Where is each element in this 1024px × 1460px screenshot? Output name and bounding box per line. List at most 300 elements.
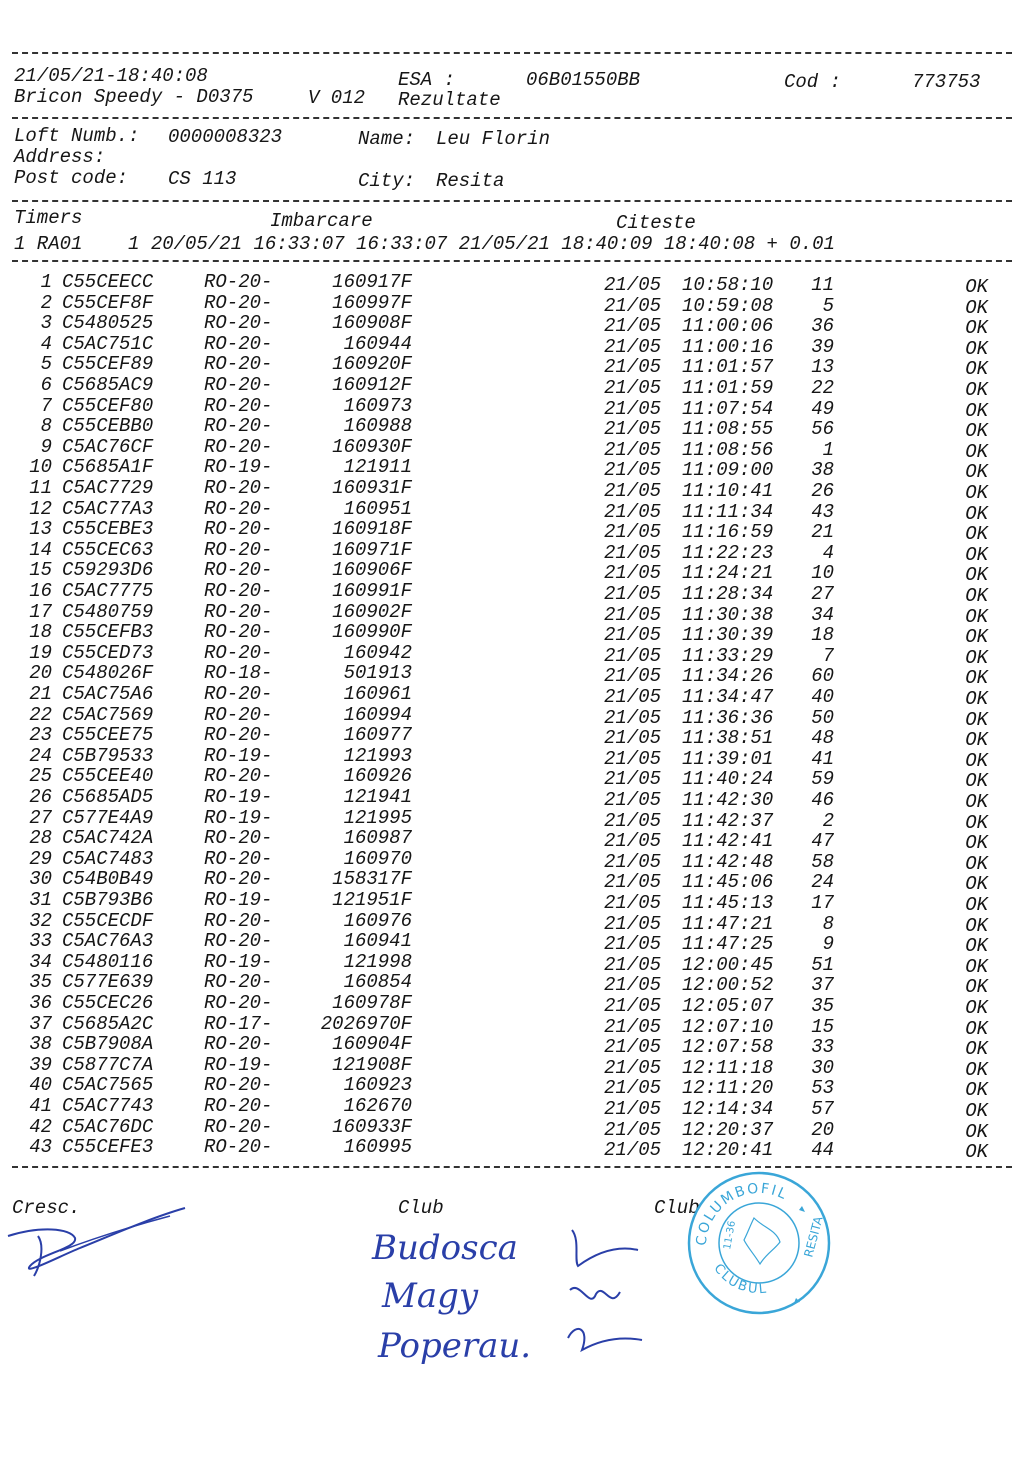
- chip-id: C55CEBB0: [62, 415, 154, 438]
- basket-position: 56: [811, 418, 834, 441]
- arrival-date: 21/05: [604, 871, 662, 894]
- club-label-2: Club: [654, 1197, 700, 1219]
- arrival-date: 21/05: [604, 665, 662, 688]
- basket-position: 39: [811, 335, 834, 358]
- chip-id: C548026F: [62, 662, 154, 685]
- ring-number: 160906F: [332, 559, 412, 582]
- chip-id: C5B793B6: [62, 889, 154, 911]
- basket-position: 60: [811, 665, 834, 688]
- arrival-time: 10:59:08: [682, 294, 774, 317]
- ring-prefix: RO-20-: [204, 868, 273, 891]
- table-row: [0, 456, 1024, 484]
- handwritten-name-2: Magy: [382, 1276, 479, 1316]
- row-number: 10: [29, 456, 52, 479]
- cod-label: Cod :: [784, 71, 842, 93]
- separator-top: [12, 52, 1012, 54]
- table-row: [0, 1012, 1024, 1040]
- status-ok: OK: [965, 811, 988, 834]
- row-number: 8: [40, 415, 52, 438]
- row-number: 28: [29, 827, 52, 850]
- row-number: 19: [29, 641, 52, 664]
- table-row: [0, 806, 1024, 834]
- ring-number: 160933F: [332, 1115, 412, 1138]
- ring-number: 160978F: [332, 992, 412, 1014]
- basket-position: 1: [822, 438, 834, 461]
- row-number: 38: [29, 1033, 52, 1056]
- arrival-date: 21/05: [604, 438, 662, 461]
- basket-position: 58: [811, 850, 834, 873]
- ring-number: 162670: [343, 1095, 412, 1117]
- basket-position: 20: [811, 1118, 834, 1141]
- basket-position: 10: [811, 562, 834, 585]
- ring-prefix: RO-20-: [204, 765, 273, 788]
- ring-prefix: RO-20-: [204, 827, 273, 850]
- initials-signatures: [560, 1220, 660, 1380]
- name-label: Name:: [358, 128, 416, 150]
- ring-number: 160926: [343, 765, 412, 788]
- city-label: City:: [358, 170, 416, 192]
- esa-value: 06B01550BB: [526, 69, 641, 91]
- row-number: 5: [40, 353, 52, 376]
- svg-text:COLUMBOFIL: [694, 1181, 791, 1247]
- arrival-time: 11:24:21: [682, 562, 774, 585]
- basket-position: 51: [811, 953, 834, 976]
- arrival-date: 21/05: [604, 583, 662, 605]
- chip-id: C55CEC63: [62, 538, 154, 561]
- chip-id: C54B0B49: [62, 868, 154, 891]
- row-number: 39: [29, 1053, 52, 1076]
- ring-number: 121941: [343, 786, 412, 808]
- arrival-time: 11:34:26: [682, 665, 774, 688]
- arrival-time: 11:30:38: [682, 603, 774, 626]
- address-label: Address:: [14, 146, 106, 168]
- basket-position: 38: [811, 459, 834, 482]
- arrival-time: 12:00:52: [682, 974, 774, 997]
- row-number: 22: [29, 703, 52, 726]
- row-number: 2: [40, 291, 52, 314]
- chip-id: C55CEF8F: [62, 291, 154, 314]
- table-row: [0, 868, 1024, 896]
- arrival-time: 12:07:58: [682, 1036, 774, 1059]
- status-ok: OK: [965, 461, 988, 484]
- separator-header: [12, 117, 1012, 119]
- status-ok: OK: [965, 708, 988, 731]
- arrival-date: 21/05: [604, 1015, 662, 1038]
- loft-number: 0000008323: [168, 126, 283, 148]
- ring-prefix: RO-20-: [204, 1033, 273, 1056]
- row-number: 31: [29, 889, 52, 911]
- ring-number: 158317F: [332, 868, 412, 891]
- ring-number: 160944: [343, 332, 412, 355]
- ring-number: 160995: [343, 1136, 412, 1159]
- arrival-time: 11:08:55: [682, 418, 774, 441]
- table-row: [0, 580, 1024, 607]
- table-row: [0, 827, 1024, 855]
- arrival-time: 11:39:01: [682, 747, 774, 770]
- chip-id: C5480759: [62, 600, 154, 623]
- arrival-time: 11:01:59: [682, 377, 774, 399]
- status-ok: OK: [965, 440, 988, 463]
- row-number: 1: [40, 271, 52, 293]
- ring-prefix: RO-19-: [204, 744, 273, 767]
- ring-number: 160902F: [332, 600, 412, 623]
- chip-id: C55CEFB3: [62, 621, 154, 644]
- arrival-time: 11:34:47: [682, 686, 774, 708]
- chip-id: C5AC76A3: [62, 930, 154, 953]
- arrival-time: 12:14:34: [682, 1098, 774, 1120]
- table-row: [0, 1136, 1024, 1164]
- stamp-text-center: 11-36: [722, 1219, 739, 1251]
- cod-value: 773753: [912, 71, 981, 93]
- arrival-date: 21/05: [604, 624, 662, 647]
- chip-id: C5685AC9: [62, 374, 154, 396]
- table-row: [0, 600, 1024, 628]
- row-number: 6: [40, 374, 52, 396]
- ring-prefix: RO-20-: [204, 559, 273, 582]
- ring-prefix: RO-20-: [204, 992, 273, 1014]
- arrival-time: 12:20:41: [682, 1139, 774, 1162]
- status-ok: OK: [965, 832, 988, 855]
- row-number: 40: [29, 1074, 52, 1097]
- ring-number: 160854: [343, 971, 412, 994]
- status-ok: OK: [965, 1058, 988, 1081]
- ring-prefix: RO-20-: [204, 1074, 273, 1097]
- status-ok: OK: [965, 543, 988, 566]
- arrival-time: 11:16:59: [682, 521, 774, 544]
- table-row: [0, 1033, 1024, 1061]
- ring-prefix: RO-20-: [204, 930, 273, 953]
- chip-id: C55CEE75: [62, 724, 154, 747]
- ring-number: 160904F: [332, 1033, 412, 1056]
- arrival-date: 21/05: [604, 562, 662, 585]
- ring-number: 2026970F: [320, 1012, 412, 1035]
- basket-position: 35: [811, 995, 834, 1017]
- arrival-date: 21/05: [604, 500, 662, 523]
- row-number: 36: [29, 992, 52, 1014]
- chip-id: C55CECDF: [62, 909, 154, 932]
- basket-position: 11: [811, 274, 834, 296]
- ring-number: 121911: [343, 456, 412, 479]
- arrival-date: 21/05: [604, 1077, 662, 1100]
- row-number: 24: [29, 744, 52, 767]
- table-row: [0, 497, 1024, 525]
- row-number: 17: [29, 600, 52, 623]
- arrival-time: 11:22:23: [682, 541, 774, 564]
- status-ok: OK: [965, 646, 988, 669]
- status-ok: OK: [965, 1038, 988, 1061]
- arrival-date: 21/05: [604, 933, 662, 956]
- table-row: [0, 1095, 1024, 1122]
- status-ok: OK: [965, 585, 988, 607]
- basket-position: 46: [811, 789, 834, 811]
- arrival-time: 12:05:07: [682, 995, 774, 1017]
- arrival-time: 11:30:39: [682, 624, 774, 647]
- chip-id: C5AC7565: [62, 1074, 154, 1097]
- row-number: 27: [29, 806, 52, 829]
- table-row: [0, 703, 1024, 731]
- ring-number: 160920F: [332, 353, 412, 376]
- status-ok: OK: [965, 1017, 988, 1040]
- arrival-time: 11:10:41: [682, 480, 774, 502]
- table-row: [0, 992, 1024, 1019]
- basket-position: 34: [811, 603, 834, 626]
- ring-number: 160991F: [332, 580, 412, 602]
- status-ok: OK: [965, 337, 988, 360]
- ring-prefix: RO-20-: [204, 394, 273, 417]
- timer-line: 1 RA01 1 20/05/21 16:33:07 16:33:07 21/05/21 18:40:09 18:40:08 + 0.01: [14, 233, 835, 255]
- table-row: [0, 312, 1024, 340]
- ring-prefix: RO-20-: [204, 353, 273, 376]
- ring-prefix: RO-20-: [204, 703, 273, 726]
- row-number: 12: [29, 497, 52, 520]
- ring-number: 160917F: [332, 271, 412, 293]
- ring-prefix: RO-20-: [204, 621, 273, 644]
- postcode-value: CS 113: [168, 168, 237, 190]
- chip-id: C577E4A9: [62, 806, 154, 829]
- ring-number: 160951: [343, 497, 412, 520]
- table-row: [0, 621, 1024, 649]
- status-ok: OK: [965, 399, 988, 422]
- svg-text:CLUBUL: [711, 1261, 769, 1297]
- chip-id: C5AC7483: [62, 847, 154, 870]
- table-row: [0, 847, 1024, 875]
- club-stamp: [684, 1168, 834, 1318]
- status-ok: OK: [965, 564, 988, 587]
- arrival-date: 21/05: [604, 1098, 662, 1120]
- arrival-time: 10:58:10: [682, 274, 774, 296]
- chip-id: C5AC76CF: [62, 435, 154, 458]
- status-ok: OK: [965, 976, 988, 999]
- row-number: 43: [29, 1136, 52, 1159]
- ring-prefix: RO-18-: [204, 662, 273, 685]
- basket-position: 44: [811, 1139, 834, 1162]
- status-ok: OK: [965, 688, 988, 710]
- arrival-date: 21/05: [604, 912, 662, 935]
- status-ok: OK: [965, 1079, 988, 1102]
- basket-position: 8: [822, 912, 834, 935]
- chip-id: C5480525: [62, 312, 154, 335]
- ring-number: 121998: [343, 950, 412, 973]
- ring-number: 160997F: [332, 291, 412, 314]
- arrival-date: 21/05: [604, 768, 662, 791]
- ring-prefix: RO-20-: [204, 312, 273, 335]
- status-ok: OK: [965, 873, 988, 896]
- arrival-time: 11:01:57: [682, 356, 774, 379]
- arrival-date: 21/05: [604, 377, 662, 399]
- row-number: 3: [40, 312, 52, 335]
- ring-number: 160961: [343, 683, 412, 705]
- arrival-time: 11:47:25: [682, 933, 774, 956]
- ring-number: 160912F: [332, 374, 412, 396]
- arrival-time: 11:40:24: [682, 768, 774, 791]
- arrival-date: 21/05: [604, 953, 662, 976]
- chip-id: C577E639: [62, 971, 154, 994]
- ring-prefix: RO-19-: [204, 456, 273, 479]
- ring-prefix: RO-20-: [204, 332, 273, 355]
- basket-position: 30: [811, 1056, 834, 1079]
- ring-prefix: RO-19-: [204, 786, 273, 808]
- ring-number: 160941: [343, 930, 412, 953]
- ring-number: 160908F: [332, 312, 412, 335]
- chip-id: C55CEF80: [62, 394, 154, 417]
- ring-number: 121995: [343, 806, 412, 829]
- basket-position: 4: [822, 541, 834, 564]
- table-row: [0, 889, 1024, 916]
- chip-id: C5AC7743: [62, 1095, 154, 1117]
- chip-id: C55CED73: [62, 641, 154, 664]
- basket-position: 48: [811, 727, 834, 750]
- ring-number: 501913: [343, 662, 412, 685]
- arrival-time: 11:42:37: [682, 809, 774, 832]
- arrival-date: 21/05: [604, 541, 662, 564]
- chip-id: C55CEBE3: [62, 518, 154, 541]
- basket-position: 27: [811, 583, 834, 605]
- stamp-text-top: COLUMBOFIL: [693, 1180, 791, 1247]
- table-row: [0, 559, 1024, 587]
- row-number: 13: [29, 518, 52, 541]
- arrival-time: 11:11:34: [682, 500, 774, 523]
- chip-id: C5AC76DC: [62, 1115, 154, 1138]
- arrival-date: 21/05: [604, 747, 662, 770]
- arrival-time: 11:45:13: [682, 892, 774, 914]
- chip-id: C5AC742A: [62, 827, 154, 850]
- arrival-date: 21/05: [604, 995, 662, 1017]
- row-number: 34: [29, 950, 52, 973]
- table-row: [0, 930, 1024, 958]
- arrival-date: 21/05: [604, 397, 662, 420]
- status-ok: OK: [965, 935, 988, 958]
- table-row: [0, 662, 1024, 690]
- arrival-date: 21/05: [604, 294, 662, 317]
- arrival-date: 21/05: [604, 480, 662, 502]
- row-number: 35: [29, 971, 52, 994]
- arrival-date: 21/05: [604, 521, 662, 544]
- imbarcare-label: Imbarcare: [270, 210, 373, 232]
- arrival-time: 11:38:51: [682, 727, 774, 750]
- ring-number: 121951F: [332, 889, 412, 911]
- table-row: [0, 1115, 1024, 1143]
- ring-number: 121993: [343, 744, 412, 767]
- status-ok: OK: [965, 997, 988, 1019]
- ring-prefix: RO-20-: [204, 435, 273, 458]
- basket-position: 57: [811, 1098, 834, 1120]
- arrival-date: 21/05: [604, 335, 662, 358]
- basket-position: 41: [811, 747, 834, 770]
- arrival-date: 21/05: [604, 644, 662, 667]
- basket-position: 36: [811, 315, 834, 338]
- table-row: [0, 518, 1024, 546]
- basket-position: 26: [811, 480, 834, 502]
- table-row: [0, 394, 1024, 422]
- arrival-time: 11:36:36: [682, 706, 774, 729]
- row-number: 42: [29, 1115, 52, 1138]
- arrival-date: 21/05: [604, 892, 662, 914]
- ring-prefix: RO-20-: [204, 641, 273, 664]
- row-number: 20: [29, 662, 52, 685]
- chip-id: C5685A1F: [62, 456, 154, 479]
- status-ok: OK: [965, 914, 988, 937]
- table-row: [0, 332, 1024, 360]
- arrival-date: 21/05: [604, 418, 662, 441]
- arrival-time: 11:09:00: [682, 459, 774, 482]
- ring-number: 160973: [343, 394, 412, 417]
- chip-id: C5480116: [62, 950, 154, 973]
- fancier-name: Leu Florin: [436, 128, 551, 150]
- arrival-date: 21/05: [604, 789, 662, 811]
- arrival-date: 21/05: [604, 850, 662, 873]
- ring-prefix: RO-19-: [204, 1053, 273, 1076]
- ring-number: 160931F: [332, 477, 412, 499]
- device-name: Bricon Speedy - D0375: [14, 86, 254, 108]
- club-label-1: Club: [398, 1197, 444, 1219]
- separator-bottom: [12, 1166, 1012, 1168]
- basket-position: 17: [811, 892, 834, 914]
- chip-id: C5AC7569: [62, 703, 154, 726]
- row-number: 18: [29, 621, 52, 644]
- arrival-time: 11:28:34: [682, 583, 774, 605]
- arrival-time: 11:07:54: [682, 397, 774, 420]
- row-number: 4: [40, 332, 52, 355]
- ring-number: 160976: [343, 909, 412, 932]
- separator-loft: [12, 200, 1012, 202]
- ring-number: 160987: [343, 827, 412, 850]
- loft-number-label: Loft Numb.:: [14, 125, 140, 147]
- basket-position: 50: [811, 706, 834, 729]
- status-ok: OK: [965, 523, 988, 546]
- ring-number: 160990F: [332, 621, 412, 644]
- table-row: [0, 909, 1024, 937]
- basket-position: 18: [811, 624, 834, 647]
- ring-number: 160977: [343, 724, 412, 747]
- ring-prefix: RO-20-: [204, 477, 273, 499]
- row-number: 7: [40, 394, 52, 417]
- report-type: Rezultate: [398, 89, 501, 111]
- stamp-text-city: RESITA: [801, 1214, 826, 1259]
- table-row: [0, 724, 1024, 752]
- basket-position: 9: [822, 933, 834, 956]
- ring-prefix: RO-20-: [204, 909, 273, 932]
- cresc-signature: [0, 1196, 200, 1286]
- handwritten-name-1: Budosca: [372, 1228, 518, 1268]
- arrival-time: 11:47:21: [682, 912, 774, 935]
- arrival-time: 12:20:37: [682, 1118, 774, 1141]
- ring-prefix: RO-20-: [204, 580, 273, 602]
- ring-prefix: RO-20-: [204, 1136, 273, 1159]
- chip-id: C5B7908A: [62, 1033, 154, 1056]
- status-ok: OK: [965, 1100, 988, 1122]
- row-number: 25: [29, 765, 52, 788]
- ring-prefix: RO-20-: [204, 1115, 273, 1138]
- arrival-date: 21/05: [604, 974, 662, 997]
- table-row: [0, 538, 1024, 566]
- basket-position: 24: [811, 871, 834, 894]
- ring-number: 160942: [343, 641, 412, 664]
- table-row: [0, 683, 1024, 710]
- chip-id: C55CEFE3: [62, 1136, 154, 1159]
- arrival-time: 12:07:10: [682, 1015, 774, 1038]
- basket-position: 37: [811, 974, 834, 997]
- table-row: [0, 744, 1024, 772]
- status-ok: OK: [965, 955, 988, 978]
- ring-number: 121908F: [332, 1053, 412, 1076]
- ring-prefix: RO-20-: [204, 271, 273, 293]
- row-number: 32: [29, 909, 52, 932]
- ring-prefix: RO-19-: [204, 950, 273, 973]
- chip-id: C55CEF89: [62, 353, 154, 376]
- arrival-date: 21/05: [604, 686, 662, 708]
- city-value: Resita: [436, 170, 505, 192]
- status-ok: OK: [965, 1141, 988, 1164]
